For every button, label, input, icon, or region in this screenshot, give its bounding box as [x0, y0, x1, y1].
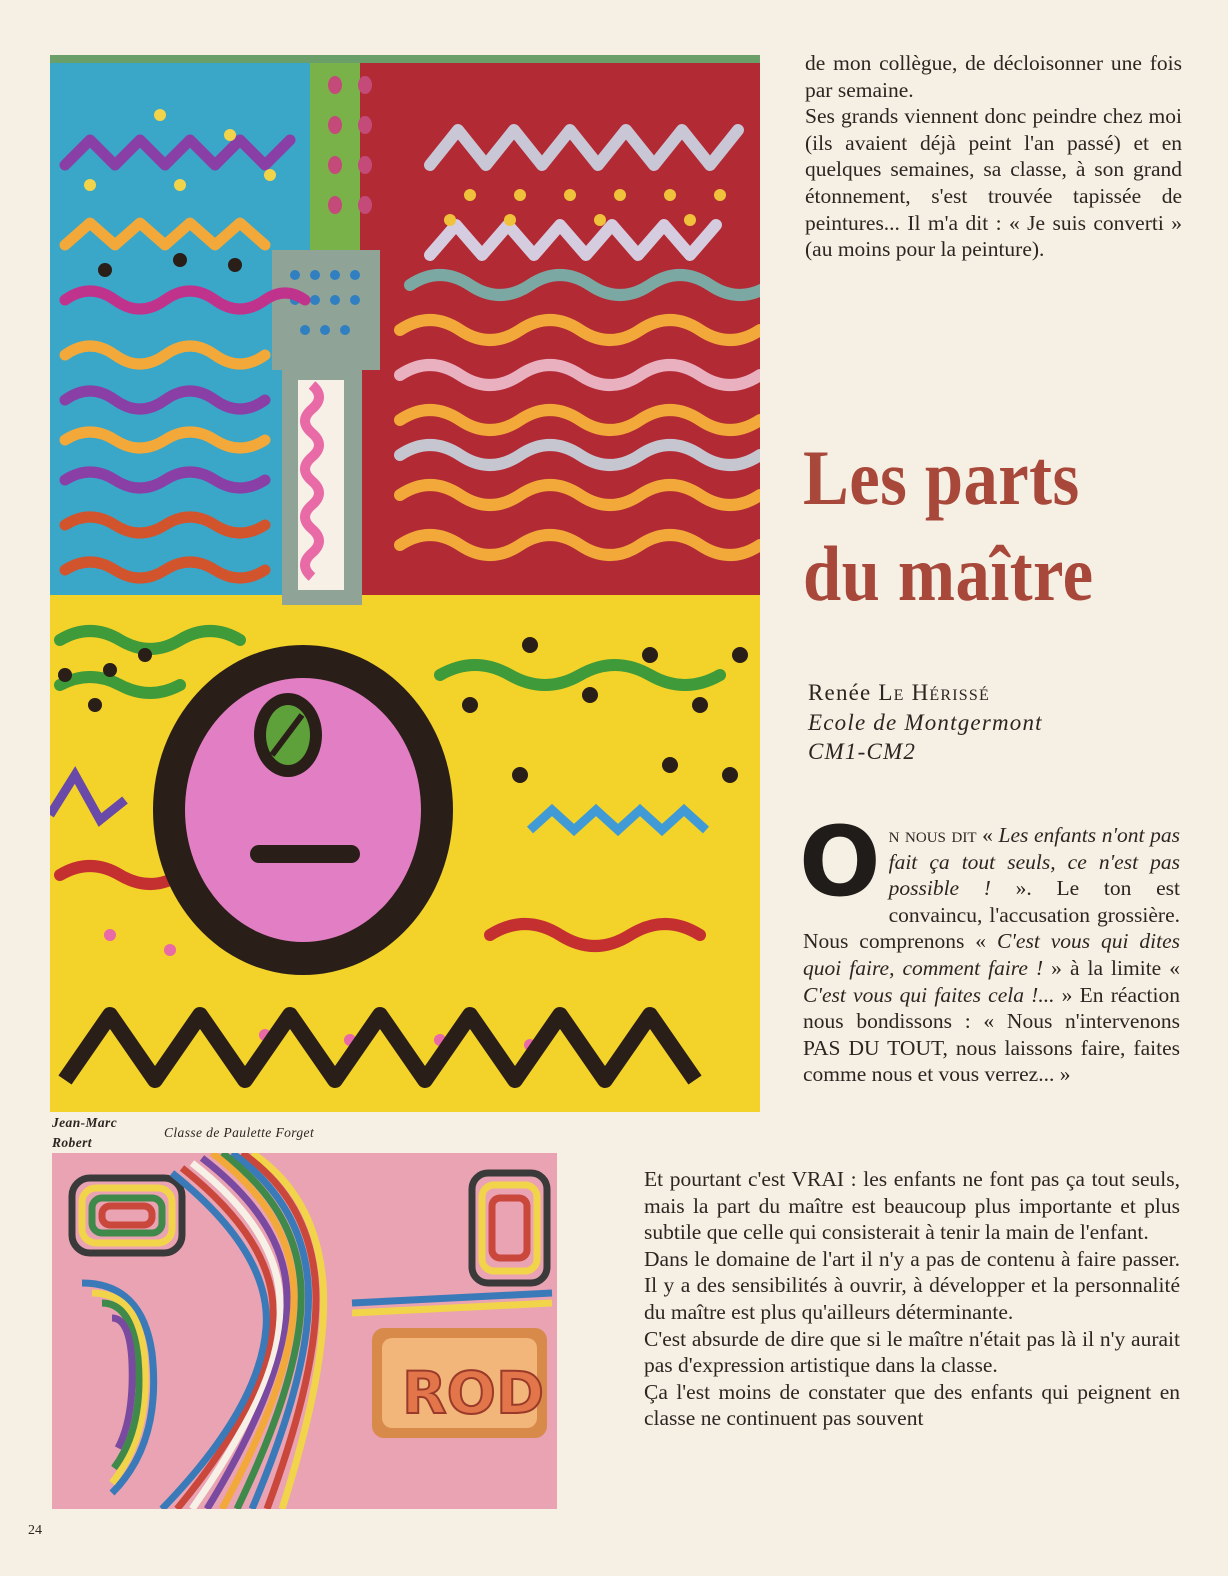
caption-artist: Jean-Marc Robert — [52, 1115, 118, 1150]
paragraph: C'est absurde de dire que si le maître n'était pas là il n'y aurait pas d'expression artistique dans la classe. — [644, 1326, 1180, 1378]
author-first-name: Renée — [808, 680, 872, 705]
artwork-bottom — [52, 1153, 557, 1509]
page-number: 24 — [28, 1523, 42, 1538]
author-last-name: Le Hérissé — [878, 680, 990, 705]
intro-text-3: » En réaction nous bondissons : « Nous n'intervenons PAS DU TOUT, nous laissons faire, faites comme nous et vous verrez... » — [803, 982, 1180, 1087]
article-column-top — [805, 50, 1182, 263]
quote-open: « — [982, 823, 999, 847]
article-intro — [799, 806, 1181, 1088]
painting-illustration — [50, 55, 760, 1112]
article-headline — [803, 430, 1164, 622]
headline-line-2: du maître — [803, 530, 1094, 617]
paragraph: Dans le domaine de l'art il n'y a pas de contenu à faire passer. Il y a des sensibilités à ouvrir, à développer et la personnalité du maître est plus qu'ailleurs déterminante. — [644, 1246, 1180, 1324]
school-name: Ecole de Montgermont — [808, 709, 1043, 735]
paragraph: Ses grands viennent donc peindre chez moi (ils avaient déjà peint l'an passé) et en quelques semaines, sa classe, à son grand étonnement, s'est trouvée tapissée de peintures... Il m'a dit : « Je suis converti » (au moins pour la peinture). — [805, 104, 1182, 262]
quote-1: Les enfants n'ont pas fait ça tout seuls, ce n'est pas possible ! — [888, 823, 1181, 901]
drop-cap: O — [799, 806, 881, 918]
paragraph: Et pourtant c'est VRAI : les enfants ne font pas ça tout seuls, mais la part du maître est beaucoup plus importante et plus subtile que celle qui consisterait à tenir la main de l'enfant. — [644, 1167, 1180, 1245]
intro-text-1: ». Le ton est convaincu, l'accusation grossière. Nous comprenons « — [803, 876, 1180, 954]
intro-lead: n nous dit — [888, 823, 977, 847]
author-name — [808, 678, 1188, 708]
paragraph: Ça l'est moins de constater que des enfants qui peignent en classe ne continuent pas souvent — [644, 1379, 1180, 1431]
quote-3: C'est vous qui faites cela !... — [803, 982, 1055, 1007]
intro-text-2: » à la limite « — [1043, 955, 1180, 980]
class-level: CM1-CM2 — [808, 739, 917, 764]
paragraph: de mon collègue, de décloisonner une fois par semaine. — [805, 51, 1182, 102]
striped-painting-illustration — [52, 1153, 557, 1509]
byline — [808, 678, 1188, 767]
headline-line-1: Les parts — [803, 434, 1080, 521]
quote-2: C'est vous qui dites quoi faire, comment faire ! — [803, 929, 1181, 980]
article-column-bottom — [644, 1166, 1180, 1432]
caption-class: Classe de Paulette Forget — [164, 1125, 315, 1140]
svg-text:ROD: ROD — [402, 1359, 545, 1427]
artwork-top — [50, 55, 760, 1112]
